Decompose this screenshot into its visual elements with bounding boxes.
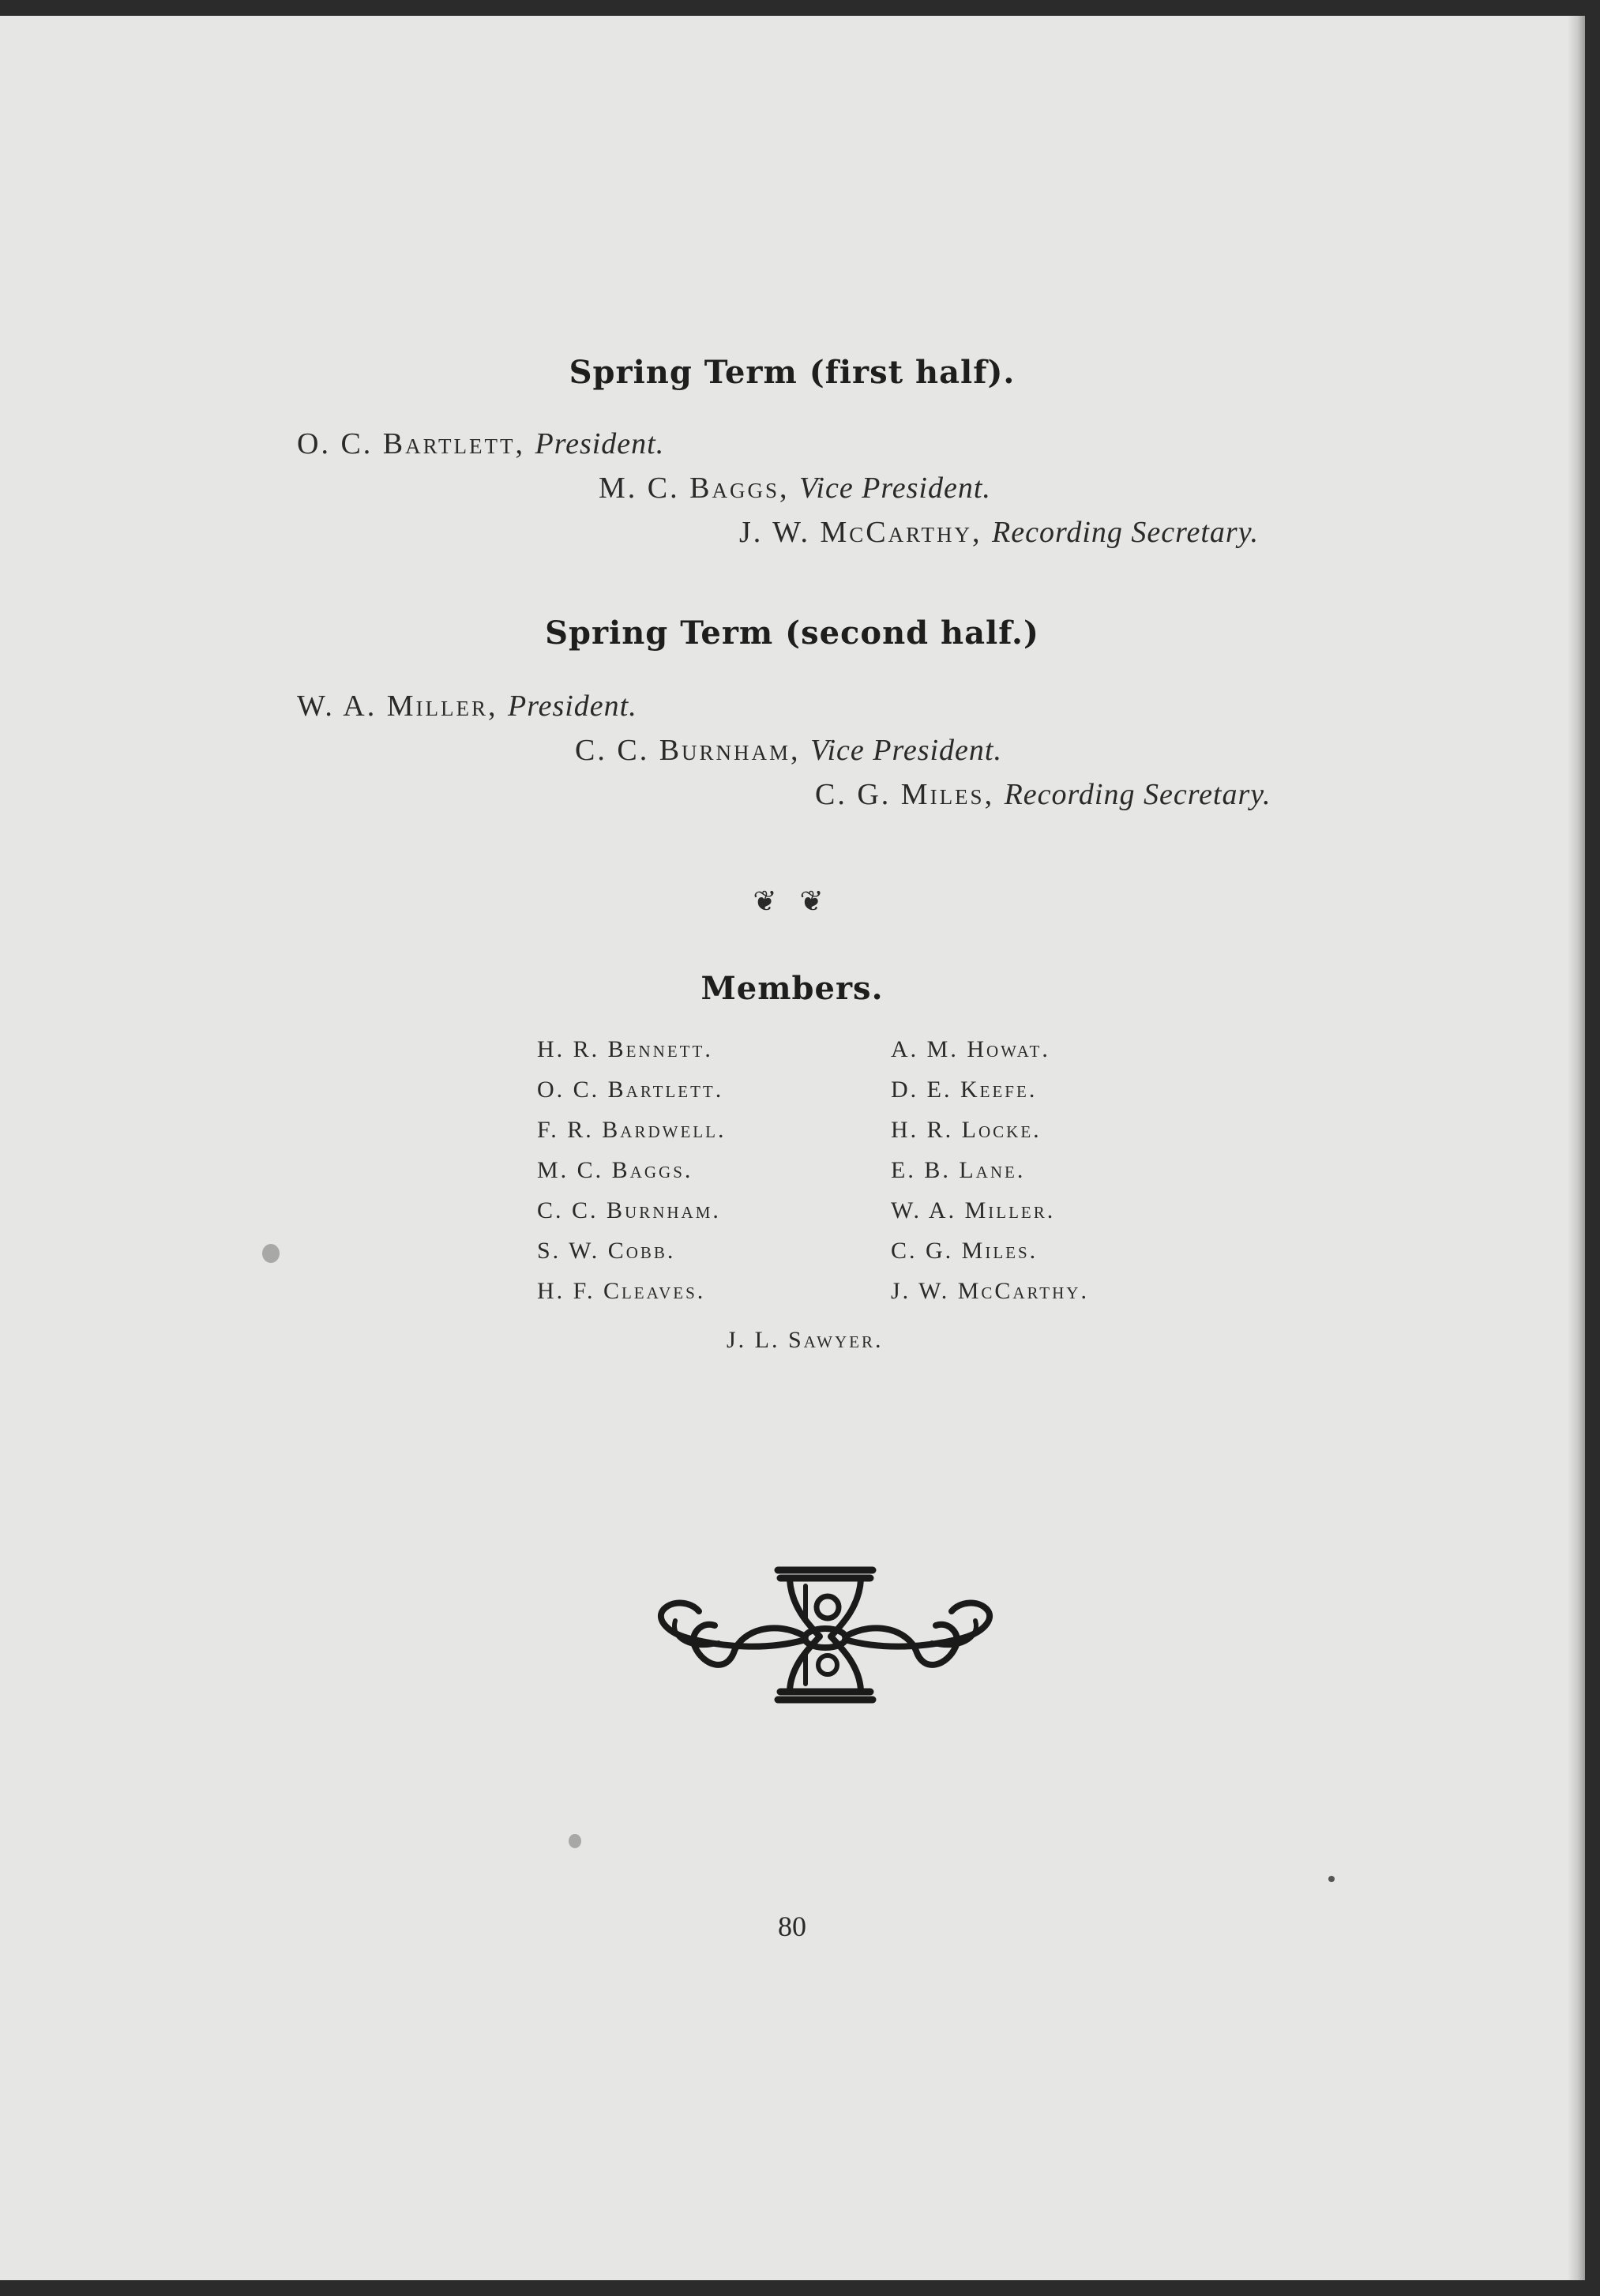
member-item-last: J. L. Sawyer. bbox=[727, 1327, 884, 1353]
officer-name: O. C. Bartlett, bbox=[297, 427, 525, 460]
officer-secretary-second-half bbox=[815, 777, 1271, 812]
members-heading: Members. bbox=[700, 970, 884, 1007]
officer-vice-president-first-half bbox=[599, 471, 991, 505]
member-item: C. C. Burnham. bbox=[537, 1197, 721, 1223]
member-item: H. R. Bennett. bbox=[537, 1036, 713, 1062]
officer-role: President. bbox=[508, 690, 637, 723]
officer-name: W. A. Miller, bbox=[297, 690, 498, 723]
page-spine-shadow bbox=[1568, 16, 1585, 2280]
officer-president-second-half bbox=[297, 689, 637, 723]
officer-role: Recording Secretary. bbox=[1004, 778, 1271, 811]
member-item: W. A. Miller. bbox=[891, 1197, 1056, 1223]
section-heading-second-half: Spring Term (second half.) bbox=[545, 614, 1039, 652]
officer-role: Vice President. bbox=[799, 472, 991, 505]
officer-secretary-first-half bbox=[739, 515, 1259, 550]
member-item: S. W. Cobb. bbox=[537, 1238, 676, 1264]
member-item: E. B. Lane. bbox=[891, 1157, 1026, 1183]
member-item: H. F. Cleaves. bbox=[537, 1278, 706, 1304]
paper-speck bbox=[262, 1244, 280, 1263]
officer-role: President. bbox=[535, 427, 665, 460]
officer-name: M. C. Baggs, bbox=[599, 472, 790, 505]
section-heading-first-half: Spring Term (first half). bbox=[569, 354, 1016, 391]
officer-name: C. C. Burnham, bbox=[575, 734, 801, 767]
page bbox=[0, 16, 1584, 2280]
paper-speck bbox=[1328, 1876, 1335, 1882]
member-item: F. R. Bardwell. bbox=[537, 1117, 727, 1143]
member-item: J. W. McCarthy. bbox=[891, 1278, 1089, 1304]
hourglass-ribbon-ornament-icon bbox=[648, 1564, 1003, 1710]
divider-ornament: ❦ ❦ bbox=[753, 885, 832, 917]
member-item: O. C. Bartlett. bbox=[537, 1077, 724, 1103]
officer-president-first-half bbox=[297, 427, 664, 461]
member-item: D. E. Keefe. bbox=[891, 1077, 1038, 1103]
page-number: 80 bbox=[778, 1911, 806, 1942]
officer-name: C. G. Miles, bbox=[815, 778, 995, 811]
member-item: A. M. Howat. bbox=[891, 1036, 1050, 1062]
officer-name: J. W. McCarthy, bbox=[739, 516, 982, 549]
member-item: M. C. Baggs. bbox=[537, 1157, 693, 1183]
paper-speck bbox=[569, 1834, 581, 1848]
officer-role: Vice President. bbox=[810, 734, 1002, 767]
member-item: H. R. Locke. bbox=[891, 1117, 1042, 1143]
officer-vice-president-second-half bbox=[575, 733, 1002, 768]
member-item: C. G. Miles. bbox=[891, 1238, 1038, 1264]
officer-role: Recording Secretary. bbox=[992, 516, 1259, 549]
